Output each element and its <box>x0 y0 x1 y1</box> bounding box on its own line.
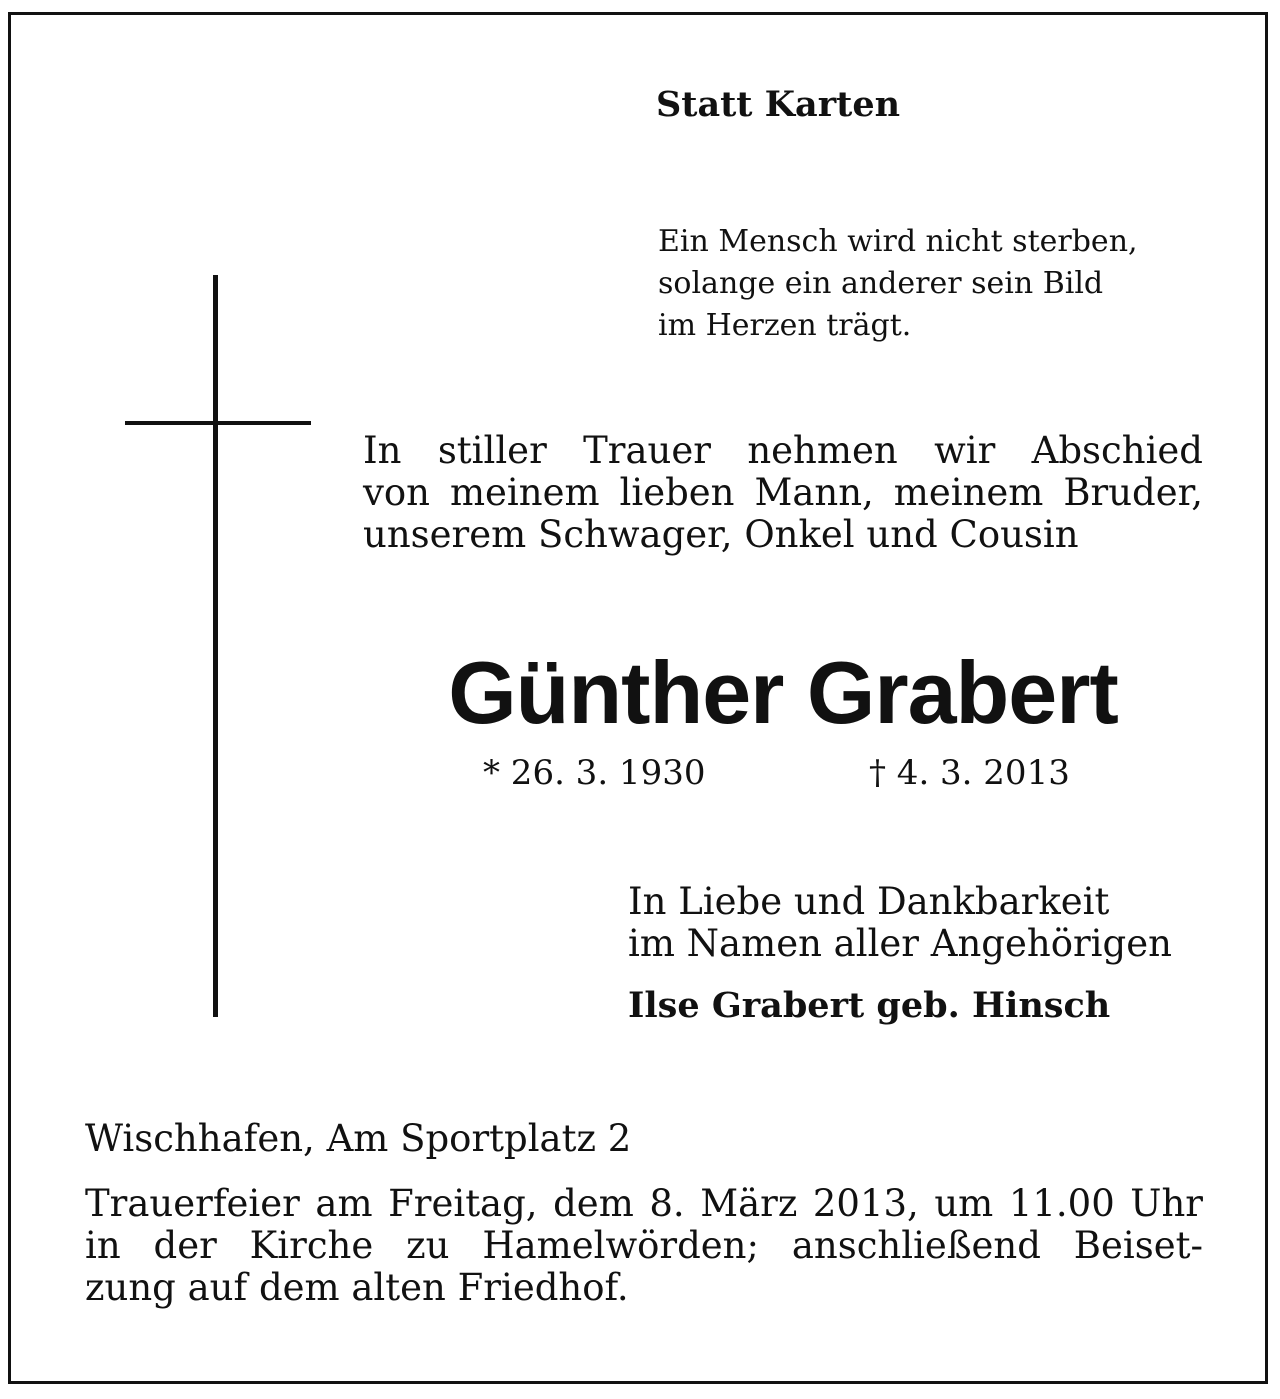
ceremony-details <box>85 1183 1203 1309</box>
cross-icon <box>213 275 218 1017</box>
mourning-intro <box>363 430 1203 556</box>
header-title: Statt Karten <box>656 84 901 125</box>
obituary-notice <box>8 12 1268 1384</box>
intro-line: unserem Schwager, Onkel und Cousin <box>363 513 1079 556</box>
quote-line: solange ein anderer sein Bild <box>658 266 1104 301</box>
ceremony-line: Trauerfeier am Freitag, dem 8. März 2013, um 11.00 Uhr <box>85 1182 1203 1225</box>
intro-line: von meinem lieben Mann, meinem Bruder, <box>363 471 1203 514</box>
cross-icon-bar <box>125 421 311 425</box>
closing-text <box>628 881 1172 965</box>
birth-date: * 26. 3. 1930 <box>483 753 706 793</box>
closing-line: In Liebe und Dankbarkeit <box>628 880 1110 923</box>
memorial-quote <box>658 221 1138 347</box>
deceased-name: Günther Grabert <box>448 643 1118 742</box>
quote-line: Ein Mensch wird nicht sterben, <box>658 224 1138 259</box>
signature: Ilse Grabert geb. Hinsch <box>628 985 1111 1026</box>
ceremony-line: in der Kirche zu Hamelwörden; anschließend Beiset- <box>85 1224 1203 1267</box>
closing-line: im Namen aller Angehörigen <box>628 922 1172 965</box>
death-date: † 4. 3. 2013 <box>869 753 1070 793</box>
address: Wischhafen, Am Sportplatz 2 <box>85 1117 632 1160</box>
intro-line: In stiller Trauer nehmen wir Abschied <box>363 429 1203 472</box>
quote-line: im Herzen trägt. <box>658 308 912 343</box>
ceremony-line: zung auf dem alten Friedhof. <box>85 1266 629 1309</box>
